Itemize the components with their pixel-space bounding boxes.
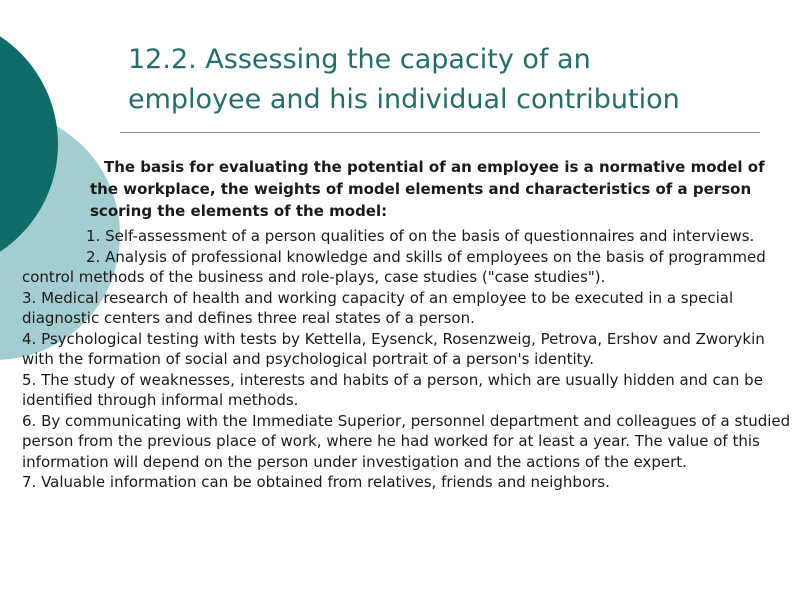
list-item: 6. By communicating with the Immediate Superior, personnel department and colleagues of a studied person from the previous place of work, where he had worked for at least a year. The value of this information will depend on the person under investigation and the actions of the expert. [22,411,791,471]
list-item: 4. Psychological testing with tests by Kettella, Eysenck, Rosenzweig, Petrova, Ershov and Zworykin with the formation of social and psychological portrait of a person's identity. [22,329,765,368]
list-item: 5. The study of weaknesses, interests and habits of a person, which are usually hidden and can be identified through informal methods. [22,370,763,409]
list-item: 2. Analysis of professional knowledge and skills of employees on the basis of programmed control methods of the business and role-plays, case studies ("case studies"). [22,247,766,286]
intro-paragraph: The basis for evaluating the potential of an employee is a normative model of the workplace, the weights of model elements and characteristics of a person scoring the elements of the model: [90,158,765,220]
slide-title: 12.2. Assessing the capacity of an employee and his individual contribution [128,44,680,115]
title-divider [120,132,760,133]
list-item: 7. Valuable information can be obtained from relatives, friends and neighbors. [22,473,610,491]
list-item: 1. Self-assessment of a person qualities of on the basis of questionnaires and interviews. [86,227,755,245]
assessment-methods-list [22,226,794,493]
list-item: 3. Medical research of health and working capacity of an employee to be executed in a special diagnostic centers and defines three real states of a person. [22,288,734,327]
